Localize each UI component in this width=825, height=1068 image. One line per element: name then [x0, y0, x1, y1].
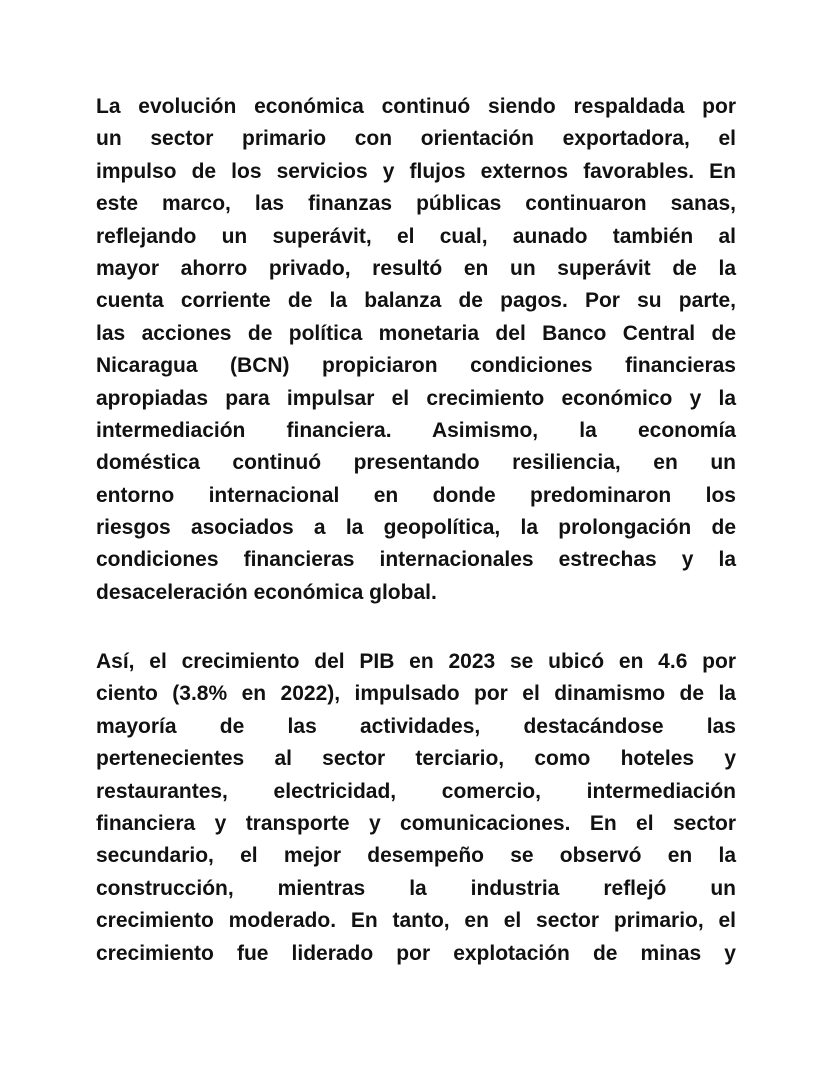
- paragraph-line: cuenta corriente de la balanza de pagos. Por su parte,: [96, 289, 736, 313]
- paragraph-line: un sector primario con orientación exportadora, el: [96, 127, 736, 151]
- paragraph-line: doméstica continuó presentando resiliencia, en un: [96, 451, 736, 475]
- paragraph-line: mayoría de las actividades, destacándose las: [96, 714, 736, 738]
- paragraph-line: entorno internacional en donde predominaron los: [96, 483, 736, 507]
- paragraph-line: intermediación financiera. Asimismo, la economía: [96, 418, 736, 442]
- paragraph-economic-evolution: [96, 91, 736, 609]
- paragraph-line: crecimiento fue liderado por explotación de minas y: [96, 941, 736, 965]
- paragraph-line: Así, el crecimiento del PIB en 2023 se ubicó en 4.6 por: [96, 650, 736, 673]
- paragraph-line: Nicaragua (BCN) propiciaron condiciones financieras: [96, 354, 736, 378]
- paragraph-line: crecimiento moderado. En tanto, en el sector primario, el: [96, 909, 736, 933]
- paragraph-line: apropiadas para impulsar el crecimiento económico y la: [96, 386, 736, 410]
- paragraph-line: secundario, el mejor desempeño se observó en la: [96, 844, 736, 868]
- paragraph-line: financiera y transporte y comunicaciones. En el sector: [96, 811, 736, 835]
- paragraph-line: mayor ahorro privado, resultó en un superávit de la: [96, 256, 736, 280]
- paragraph-line: ciento (3.8% en 2022), impulsado por el dinamismo de la: [96, 682, 736, 706]
- paragraph-line: este marco, las finanzas públicas continuaron sanas,: [96, 192, 736, 216]
- paragraph-line: riesgos asociados a la geopolítica, la prolongación de: [96, 516, 736, 540]
- paragraph-line: restaurantes, electricidad, comercio, intermediación: [96, 779, 736, 803]
- paragraph-line: La evolución económica continuó siendo respaldada por: [96, 95, 736, 118]
- paragraph-line: reflejando un superávit, el cual, aunado también al: [96, 224, 736, 248]
- paragraph-gdp-growth: [96, 646, 736, 970]
- paragraph-line: condiciones financieras internacionales estrechas y la: [96, 548, 736, 572]
- paragraph-line: pertenecientes al sector terciario, como hoteles y: [96, 747, 736, 771]
- paragraph-line: desaceleración económica global.: [96, 580, 437, 604]
- paragraph-line: impulso de los servicios y flujos externos favorables. En: [96, 159, 736, 183]
- paragraph-line: las acciones de política monetaria del Banco Central de: [96, 321, 736, 345]
- paragraph-line: construcción, mientras la industria reflejó un: [96, 876, 736, 900]
